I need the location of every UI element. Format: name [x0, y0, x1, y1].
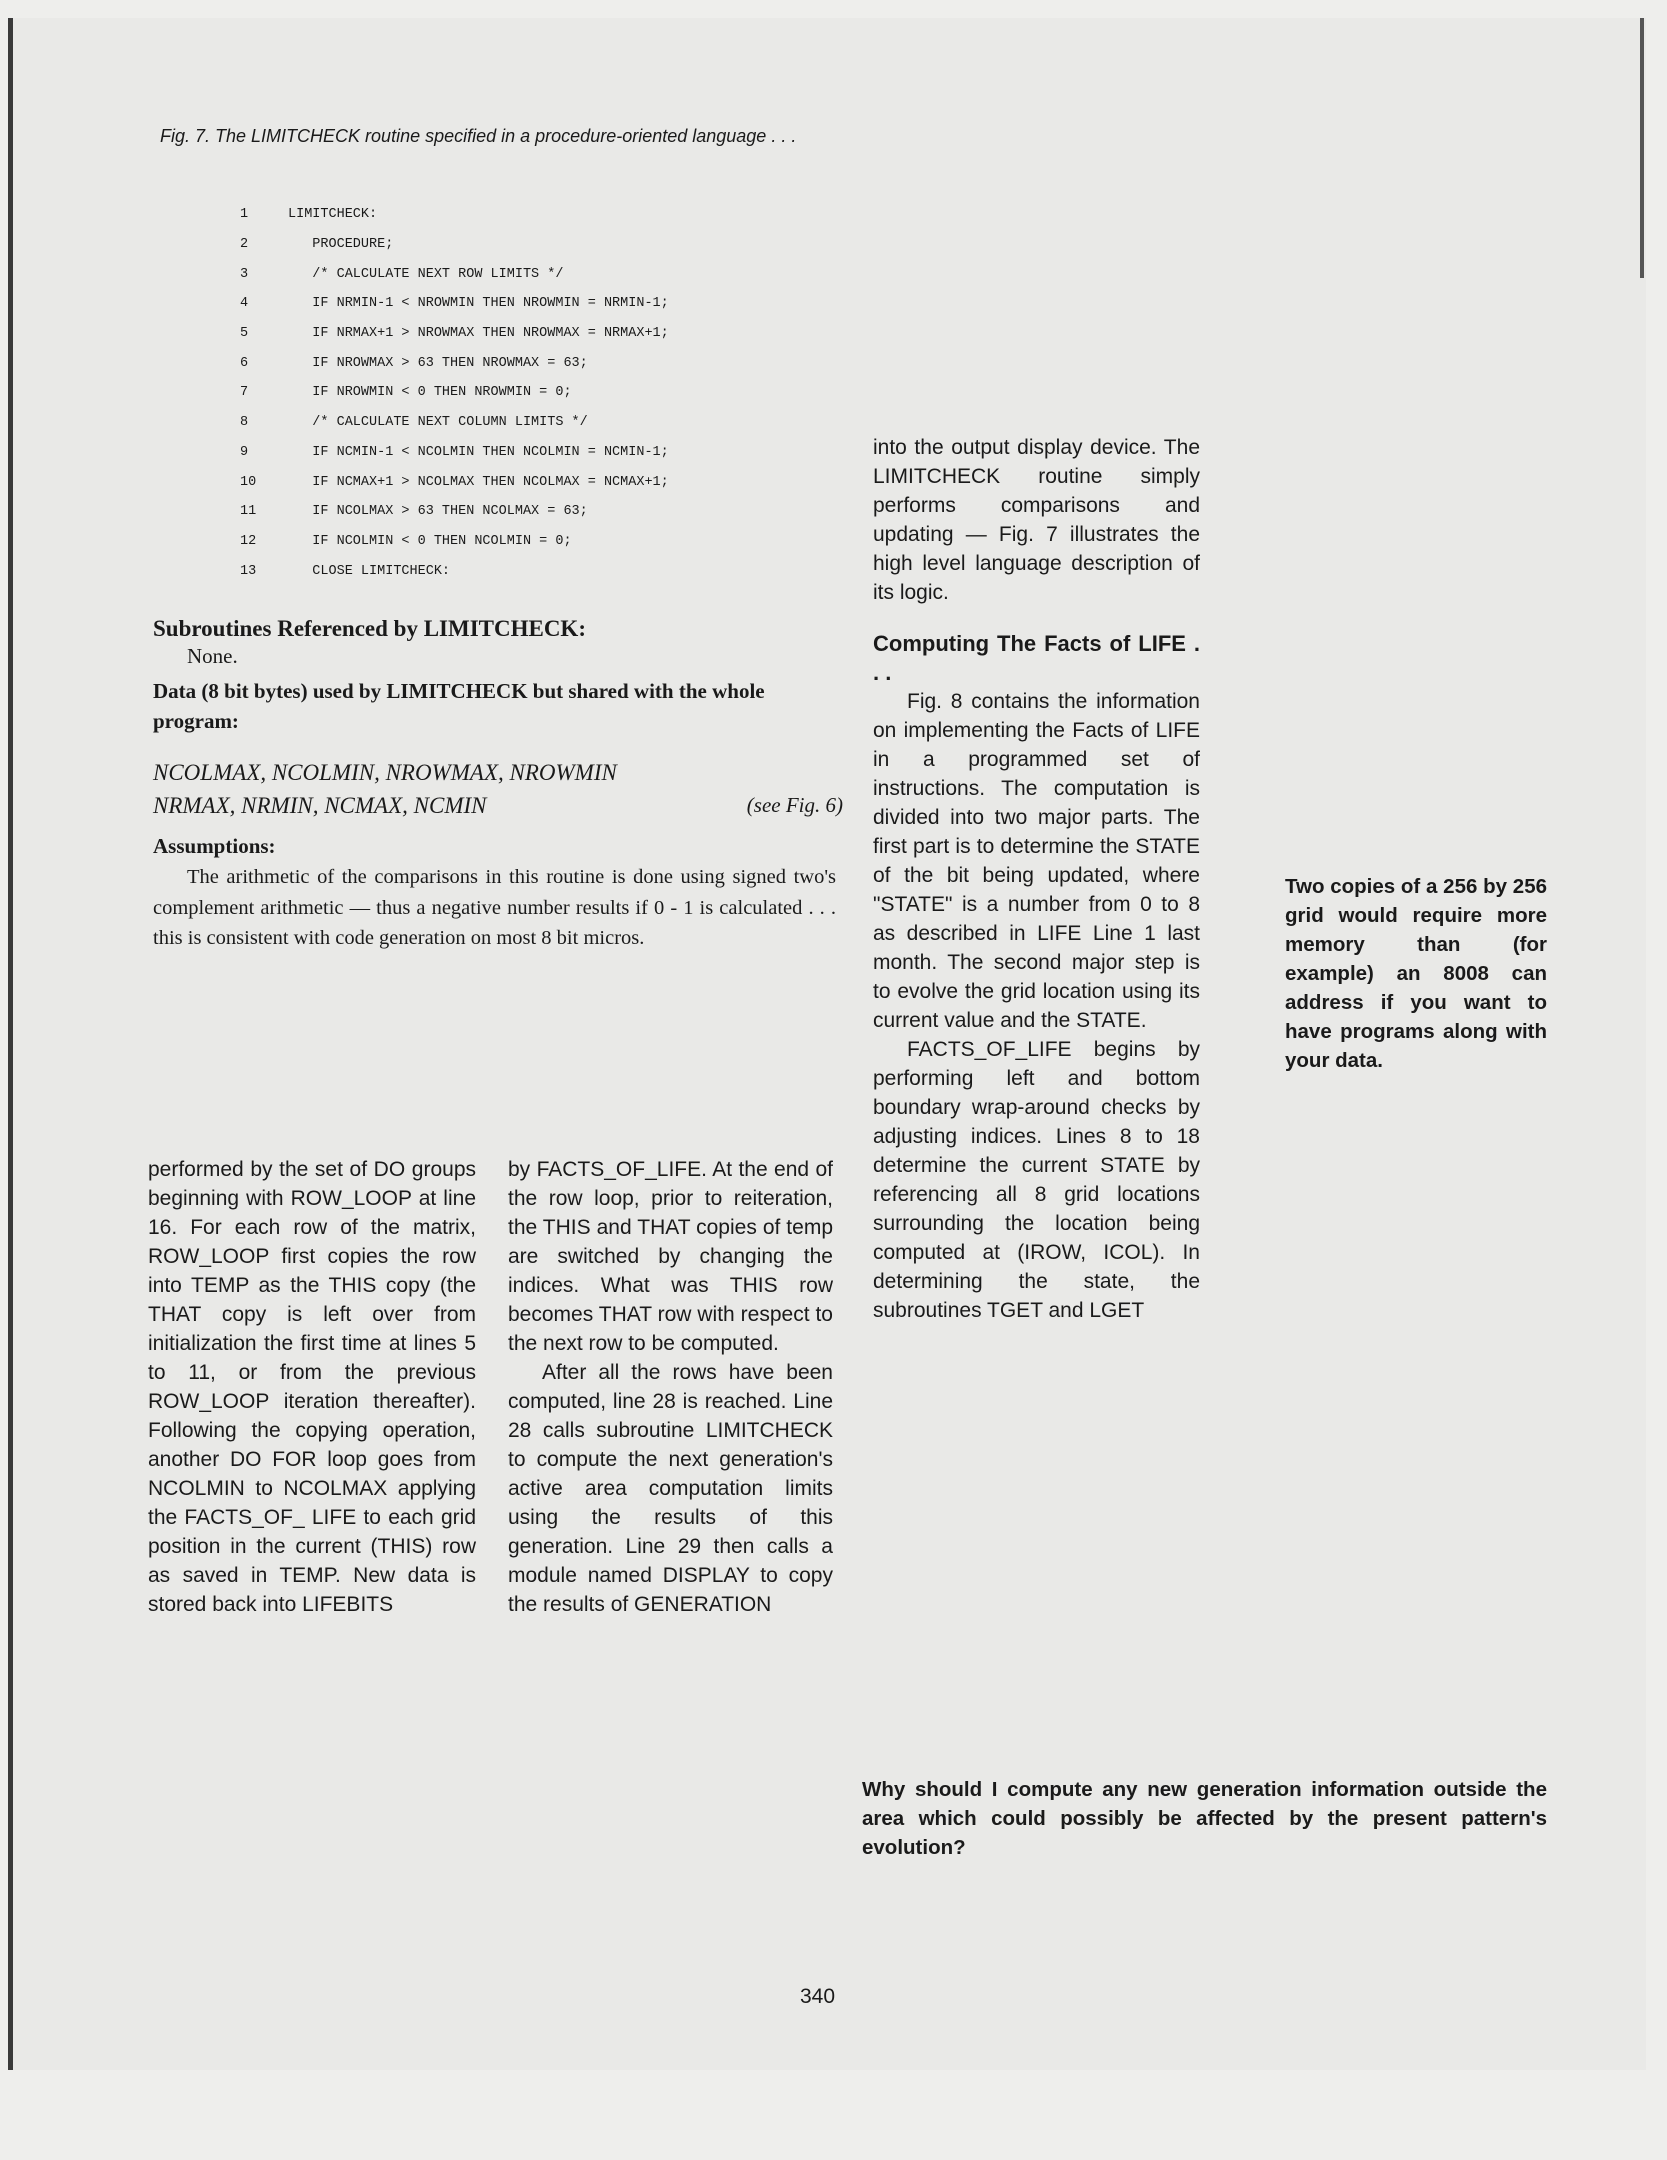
code-line-text: IF NROWMIN < 0 THEN NROWMIN = 0;	[288, 385, 572, 401]
code-line-text: IF NCOLMIN < 0 THEN NCOLMIN = 0;	[288, 533, 572, 549]
subroutines-heading: Subroutines Referenced by LIMITCHECK:	[153, 616, 586, 641]
code-line-text: IF NRMAX+1 > NROWMAX THEN NROWMAX = NRMAX+1;	[288, 326, 669, 342]
code-line-text: LIMITCHECK:	[288, 207, 378, 223]
code-line-number: 7	[240, 385, 249, 401]
code-line-number: 2	[240, 237, 249, 253]
shared-variables	[153, 756, 843, 822]
vars-line-2: NRMAX, NRMIN, NCMAX, NCMIN	[153, 793, 487, 818]
code-line-text: IF NCMAX+1 > NCOLMAX THEN NCOLMAX = NCMAX+1;	[288, 474, 669, 490]
page-left-edge	[8, 18, 13, 2070]
text-column-2	[508, 1155, 833, 1619]
code-line-number: 10	[240, 474, 257, 490]
code-line-number: 5	[240, 326, 249, 342]
code-line-number: 6	[240, 355, 249, 371]
assumptions-heading: Assumptions:	[153, 834, 276, 858]
code-line-text: IF NRMIN-1 < NROWMIN THEN NROWMIN = NRMIN-1;	[288, 296, 669, 312]
code-line-text: PROCEDURE;	[288, 237, 394, 253]
column-2-paragraph-2: After all the rows have been computed, line 28 is reached. Line 28 calls subroutine LIMITCHECK to compute the next generation's active area computation limits using the results of this generation. Line 29 then calls a module named DISPLAY to copy the results of GENERATION	[508, 1361, 833, 1616]
subroutines-value: None.	[187, 644, 238, 668]
code-line	[240, 348, 840, 378]
code-line-number: 13	[240, 563, 257, 579]
code-line	[240, 259, 840, 289]
code-line	[240, 378, 840, 408]
column-2-paragraph-1: by FACTS_OF_LIFE. At the end of the row loop, prior to reiteration, the THIS and THAT copies of temp are switched by changing the indices. What was THIS row becomes THAT row with respect to the next row to be computed.	[508, 1158, 833, 1355]
code-line	[240, 556, 840, 586]
see-fig-reference: (see Fig. 6)	[746, 793, 843, 817]
code-line-text: IF NROWMAX > 63 THEN NROWMAX = 63;	[288, 355, 588, 371]
column-1-paragraph: performed by the set of DO groups beginning with ROW_LOOP at line 16. For each row of the matrix, ROW_LOOP first copies the row into TEMP as the THIS copy (the THAT copy is left over from initialization the first time at lines 5 to 11, or from the previous ROW_LOOP iteration thereafter). Following the copying operation, another DO FOR loop goes from NCOLMIN to NCOLMAX applying the FACTS_OF_ LIFE to each grid position in the current (THIS) row as saved in TEMP. New data is stored back into LIFEBITS	[148, 1158, 476, 1616]
code-line-number: 1	[240, 207, 249, 223]
code-line	[240, 230, 840, 260]
code-line	[240, 438, 840, 468]
text-column-1	[148, 1155, 476, 1619]
page-right-edge	[1640, 18, 1644, 278]
vars-line-1: NCOLMAX, NCOLMIN, NROWMAX, NROWMIN	[153, 760, 617, 785]
figure-caption: Fig. 7. The LIMITCHECK routine specified in a procedure-oriented language . . .	[160, 126, 797, 146]
code-listing	[240, 200, 840, 586]
page-number: 340	[800, 1985, 836, 2008]
column-3-heading: Computing The Facts of LIFE . . .	[873, 631, 1200, 685]
code-line	[240, 497, 840, 527]
code-line-number: 12	[240, 533, 257, 549]
code-line-text: /* CALCULATE NEXT COLUMN LIMITS */	[288, 415, 588, 431]
text-column-3	[873, 433, 1200, 1325]
code-line-number: 9	[240, 444, 249, 460]
sidebar-note-1: Two copies of a 256 by 256 grid would require more memory than (for example) an 8008 can address if you want to have programs along with your data.	[1285, 875, 1547, 1072]
data-heading: Data (8 bit bytes) used by LIMITCHECK but shared with the whole program:	[153, 679, 765, 733]
code-line-text: CLOSE LIMITCHECK:	[288, 563, 451, 579]
code-line	[240, 408, 840, 438]
code-line-number: 8	[240, 415, 249, 431]
column-3-paragraph-3: FACTS_OF_LIFE begins by performing left and bottom boundary wrap-around checks by adjusting indices. Lines 8 to 18 determine the current STATE by referencing all 8 grid locations surrounding the location being computed at (IROW, ICOL). In determining the state, the subroutines TGET and LGET	[873, 1038, 1200, 1322]
code-line-number: 4	[240, 296, 249, 312]
code-line	[240, 527, 840, 557]
code-line	[240, 319, 840, 349]
column-3-paragraph-2: Fig. 8 contains the information on implementing the Facts of LIFE in a programmed set of instructions. The computation is divided into two major parts. The first part is to determine the STATE of the bit being updated, where "STATE" is a number from 0 to 8 as described in LIFE Line 1 last month. The second major step is to evolve the grid location using its current value and the STATE.	[873, 690, 1200, 1032]
code-line-text: /* CALCULATE NEXT ROW LIMITS */	[288, 266, 564, 282]
assumptions-body: The arithmetic of the comparisons in this routine is done using signed two's complement arithmetic — thus a negative number results if 0 - 1 is calculated . . . this is consistent with code generation on most 8 bit micros.	[153, 866, 836, 949]
code-line-number: 3	[240, 266, 249, 282]
code-line	[240, 200, 840, 230]
sidebar-note-2: Why should I compute any new generation information outside the area which could possibly be affected by the present pattern's evolution?	[862, 1778, 1547, 1859]
code-line-text: IF NCOLMAX > 63 THEN NCOLMAX = 63;	[288, 504, 588, 520]
code-line	[240, 289, 840, 319]
code-line	[240, 467, 840, 497]
code-line-text: IF NCMIN-1 < NCOLMIN THEN NCOLMIN = NCMIN-1;	[288, 444, 669, 460]
code-line-number: 11	[240, 504, 257, 520]
column-3-paragraph-1: into the output display device. The LIMITCHECK routine simply performs comparisons and updating — Fig. 7 illustrates the high level language description of its logic.	[873, 436, 1200, 604]
